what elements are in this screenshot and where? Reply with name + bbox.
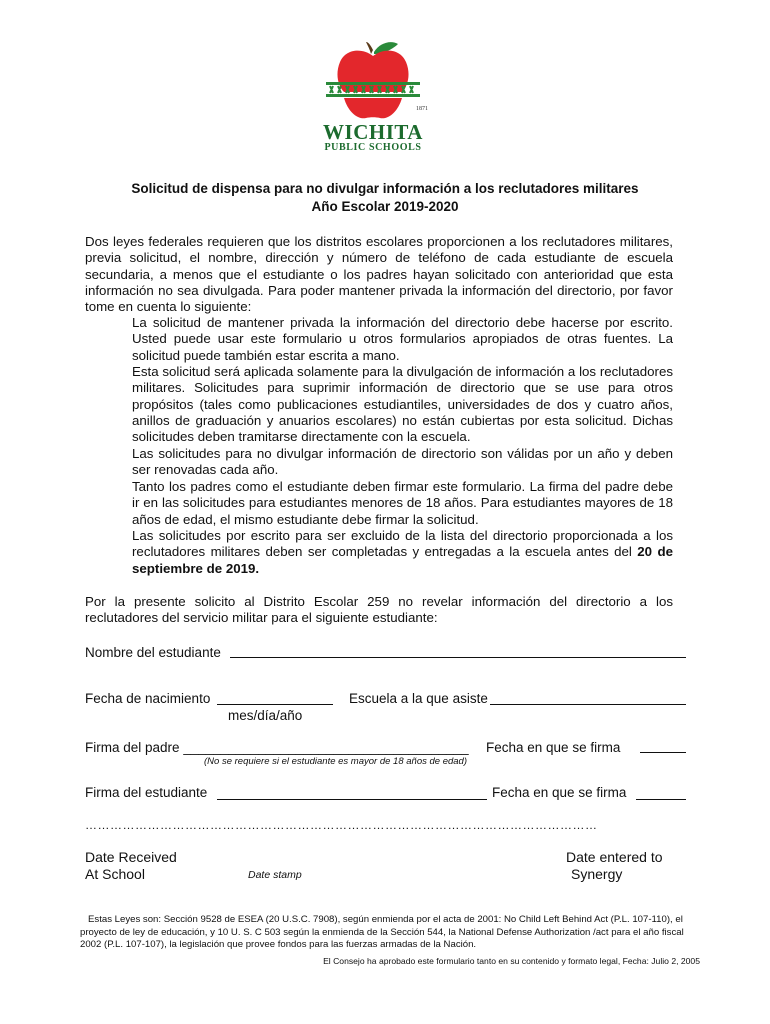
student-signature-field[interactable] — [217, 799, 487, 800]
parent-signature-label — [85, 740, 469, 755]
point-deadline — [132, 528, 673, 577]
logo-est: 1871 — [416, 106, 428, 112]
student-name-label: Nombre del estudiante — [85, 645, 221, 660]
birth-date-label: Fecha de nacimiento — [85, 691, 211, 706]
deadline-date: 20 de septiembre de 2019. — [132, 544, 673, 576]
date-entered-line1: Date entered to — [566, 849, 663, 865]
birth-date-hint: mes/día/año — [228, 708, 303, 723]
wichita-public-schools-logo — [318, 42, 428, 154]
school-year: Año Escolar 2019-2020 — [311, 199, 459, 214]
request-paragraph: Por la presente solicito al Distrito Escolar 259 no revelar información del directorio a los reclutadores del servicio militar para el siguiente estudiante: — [85, 594, 673, 626]
logo-name: WICHITA — [323, 120, 423, 144]
student-name-field[interactable] — [230, 657, 686, 658]
student-signature-label: Firma del estudiante — [85, 785, 208, 800]
school-label: Escuela a la que asiste — [349, 691, 488, 706]
office-use-separator: …………………………………………………………………………………………………………… — [85, 818, 598, 832]
date-entered-line2: Synergy — [571, 866, 623, 882]
board-approval-note: El Consejo ha aprobado este formulario tanto en su contenido y formato legal, Fecha: Julio 2, 2005 — [323, 956, 700, 966]
date-received-line1: Date Received — [85, 849, 177, 865]
parent-signature-label-text: Firma del padre — [85, 740, 180, 755]
parent-date-field[interactable] — [640, 752, 686, 753]
school-field[interactable] — [490, 704, 686, 705]
form-title: Solicitud de dispensa para no divulgar información a los reclutadores militares — [131, 181, 639, 196]
laws-footnote: Estas Leyes son: Sección 9528 de ESEA (20 U.S.C. 7908), según enmienda por el acta de 2001: No Child Left Behind Act (P.L. 107-110), el proyecto de ley de educación, y 10 U. S. C 503 según la enmienda de la Sección 544, la National Defense Authorization /act para el año fiscal 2002 (P.L. 107-107), la legislación que provee fondos para las fuerzas armadas de la Nación. — [80, 914, 684, 950]
point-written-request: La solicitud de mantener privada la información del directorio debe hacerse por escrito. Usted puede usar este formulario u otros formularios apropiados de otras fuentes. La solicitud puede también estar escrita a mano. — [132, 315, 673, 363]
deadline-text: Las solicitudes por escrito para ser excluido de la lista del directorio proporcionada a los reclutadores militares deben ser completadas y entregadas a la escuela antes del — [132, 528, 673, 560]
logo-subname: PUBLIC SCHOOLS — [324, 142, 422, 153]
date-stamp-label: Date stamp — [248, 869, 302, 881]
birth-date-field[interactable] — [217, 704, 333, 705]
student-date-field[interactable] — [636, 799, 686, 800]
parent-signature-note: (No se requiere si el estudiante es mayor de 18 años de edad) — [204, 756, 467, 767]
point-military-only: Esta solicitud será aplicada solamente para la divulgación de información a los reclutadores militares. Solicitudes para suprimir información de directorio que se use para otros propósitos (tales como publicaciones estudiantiles, universidades de dos y cuatro años, anillos de graduación y anuarios escolares) no están cubiertas por esta solicitud. Dichas solicitudes deben tramitarse directamente con la escuela. — [132, 364, 673, 445]
point-signatures: Tanto los padres como el estudiante deben firmar este formulario. La firma del padre debe ir en las solicitudes para estudiantes menores de 18 años. Para estudiantes mayores de 18 años de edad, el mismo estudiante debe firmar la solicitud. — [132, 479, 673, 527]
parent-signature-field[interactable]: ______________________________________ — [183, 740, 469, 755]
date-received-line2: At School — [85, 866, 145, 882]
intro-paragraph: Dos leyes federales requieren que los distritos escolares proporcionen a los reclutadores militares, previa solicitud, el nombre, dirección y número de teléfono de cada estudiante de escuela secundaria, a menos que el estudiante o los padres hayan solicitado con anterioridad que esta información no sea divulgada. Para poder mantener privada la información del directorio, por favor tome en cuenta lo siguiente: — [85, 234, 673, 315]
student-date-label: Fecha en que se firma — [492, 785, 627, 800]
parent-date-label: Fecha en que se firma — [486, 740, 621, 755]
point-valid-one-year: Las solicitudes para no divulgar información de directorio son válidas por un año y deben ser renovadas cada año. — [132, 446, 673, 478]
